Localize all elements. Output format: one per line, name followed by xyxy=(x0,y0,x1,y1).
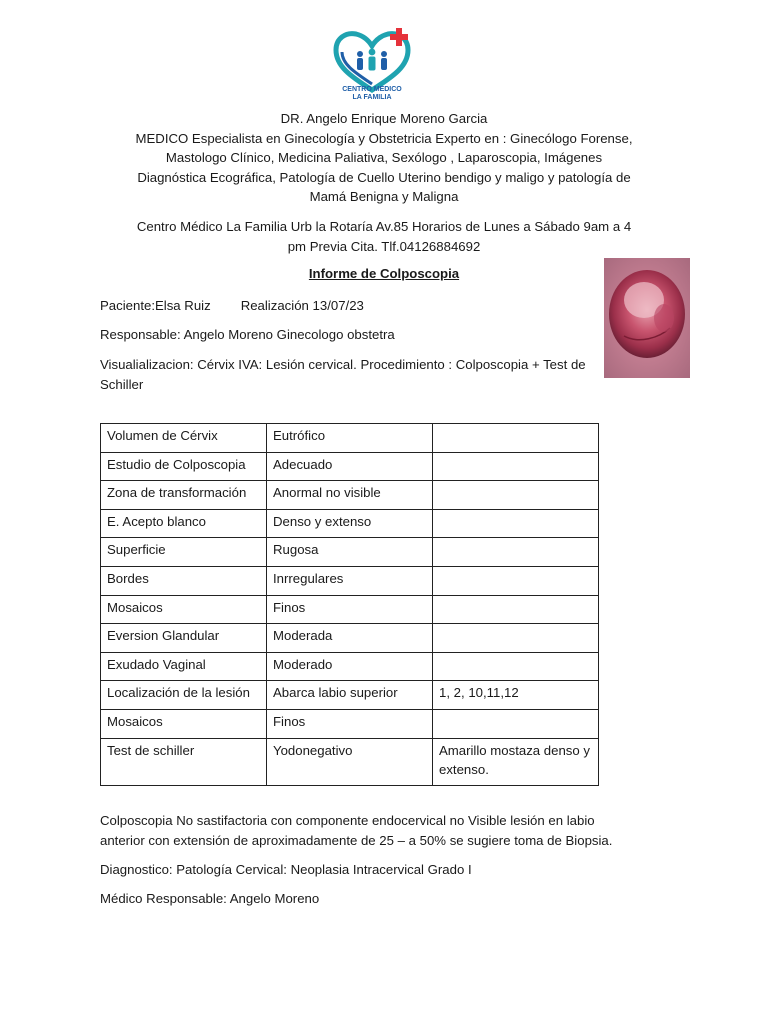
table-cell: Moderado xyxy=(267,652,433,681)
table-cell: Moderada xyxy=(267,624,433,653)
diagnosis-text: Diagnostico: Patología Cervical: Neoplasia Intracervical Grado I xyxy=(100,862,472,877)
table-cell: Test de schiller xyxy=(101,738,267,785)
table-cell: Yodonegativo xyxy=(267,738,433,785)
table-cell: Volumen de Cérvix xyxy=(101,424,267,453)
conclusion-text: Colposcopia No sastifactoria con componente endocervical no Visible lesión en labio anterior con extensión de aproximadamente de 25 – a 50% se sugiere toma de Biopsia. xyxy=(100,813,613,848)
table-cell: Superficie xyxy=(101,538,267,567)
specialty-line: Mamá Benigna y Maligna xyxy=(309,189,459,204)
table-row xyxy=(101,538,599,567)
specialty-line: Mastologo Clínico, Medicina Paliativa, Sexólogo , Laparoscopia, Imágenes xyxy=(165,150,603,165)
clinic-logo-text: CENTRO MEDICO LA FAMILIA xyxy=(342,86,402,101)
table-cell: Abarca labio superior xyxy=(267,681,433,710)
table-row xyxy=(101,681,599,710)
table-cell: Mosaicos xyxy=(101,709,267,738)
table-cell: Zona de transformación xyxy=(101,481,267,510)
table-cell: Mosaicos xyxy=(101,595,267,624)
specialty-line: Diagnóstica Ecográfica, Patología de Cuello Uterino bendigo y maligo y patología de xyxy=(137,169,631,185)
table-cell: Rugosa xyxy=(267,538,433,567)
table-row xyxy=(101,709,599,738)
report-title: Informe de Colposcopia xyxy=(308,266,460,281)
table-row xyxy=(101,624,599,653)
table-cell xyxy=(433,624,599,653)
table-cell: Amarillo mostaza denso y extenso. xyxy=(433,738,599,785)
table-cell xyxy=(433,595,599,624)
table-cell: Eversion Glandular xyxy=(101,624,267,653)
table-row xyxy=(101,652,599,681)
table-row xyxy=(101,452,599,481)
table-cell: Finos xyxy=(267,709,433,738)
exam-date: Realización 13/07/23 xyxy=(240,298,364,313)
table-cell: Eutrófico xyxy=(267,424,433,453)
findings-table xyxy=(100,423,599,786)
table-cell: Denso y extenso xyxy=(267,509,433,538)
patient-name: Paciente:Elsa Ruiz xyxy=(100,298,211,313)
table-row xyxy=(101,509,599,538)
colposcopy-image xyxy=(604,258,690,378)
table-cell: Estudio de Colposcopia xyxy=(101,452,267,481)
responsible-line: Responsable: Angelo Moreno Ginecologo obstetra xyxy=(100,327,395,342)
table-cell xyxy=(433,652,599,681)
table-cell xyxy=(433,709,599,738)
table-cell xyxy=(433,481,599,510)
table-cell: 1, 2, 10,11,12 xyxy=(433,681,599,710)
address-line: Centro Médico La Familia Urb la Rotaría Av.85 Horarios de Lunes a Sábado 9am a 4 xyxy=(136,219,632,234)
table-row xyxy=(101,424,599,453)
specialty-line: MEDICO Especialista en Ginecología y Obstetricia Experto en : Ginecólogo Forense, xyxy=(135,130,633,146)
table-cell xyxy=(433,566,599,595)
table-cell xyxy=(433,424,599,453)
table-row xyxy=(101,566,599,595)
address-line: pm Previa Cita. Tlf.04126884692 xyxy=(287,238,481,254)
table-cell: E. Acepto blanco xyxy=(101,509,267,538)
table-cell: Anormal no visible xyxy=(267,481,433,510)
table-cell: Exudado Vaginal xyxy=(101,652,267,681)
doctor-name: DR. Angelo Enrique Moreno Garcia xyxy=(280,111,488,126)
table-row xyxy=(101,595,599,624)
clinic-address xyxy=(90,217,678,256)
table-cell xyxy=(433,509,599,538)
responsible-doctor: Médico Responsable: Angelo Moreno xyxy=(100,891,320,906)
doctor-header xyxy=(90,109,678,207)
table-row xyxy=(101,481,599,510)
visualization-text: Visualializacion: Cérvix IVA: Lesión cervical. Procedimiento : Colposcopia + Test de Schiller xyxy=(100,357,586,392)
table-cell: Localización de la lesión xyxy=(101,681,267,710)
table-cell: Bordes xyxy=(101,566,267,595)
table-cell: Adecuado xyxy=(267,452,433,481)
table-cell: Inrregulares xyxy=(267,566,433,595)
table-row xyxy=(101,738,599,785)
table-cell xyxy=(433,538,599,567)
patient-line xyxy=(100,296,364,316)
table-cell xyxy=(433,452,599,481)
table-cell: Finos xyxy=(267,595,433,624)
